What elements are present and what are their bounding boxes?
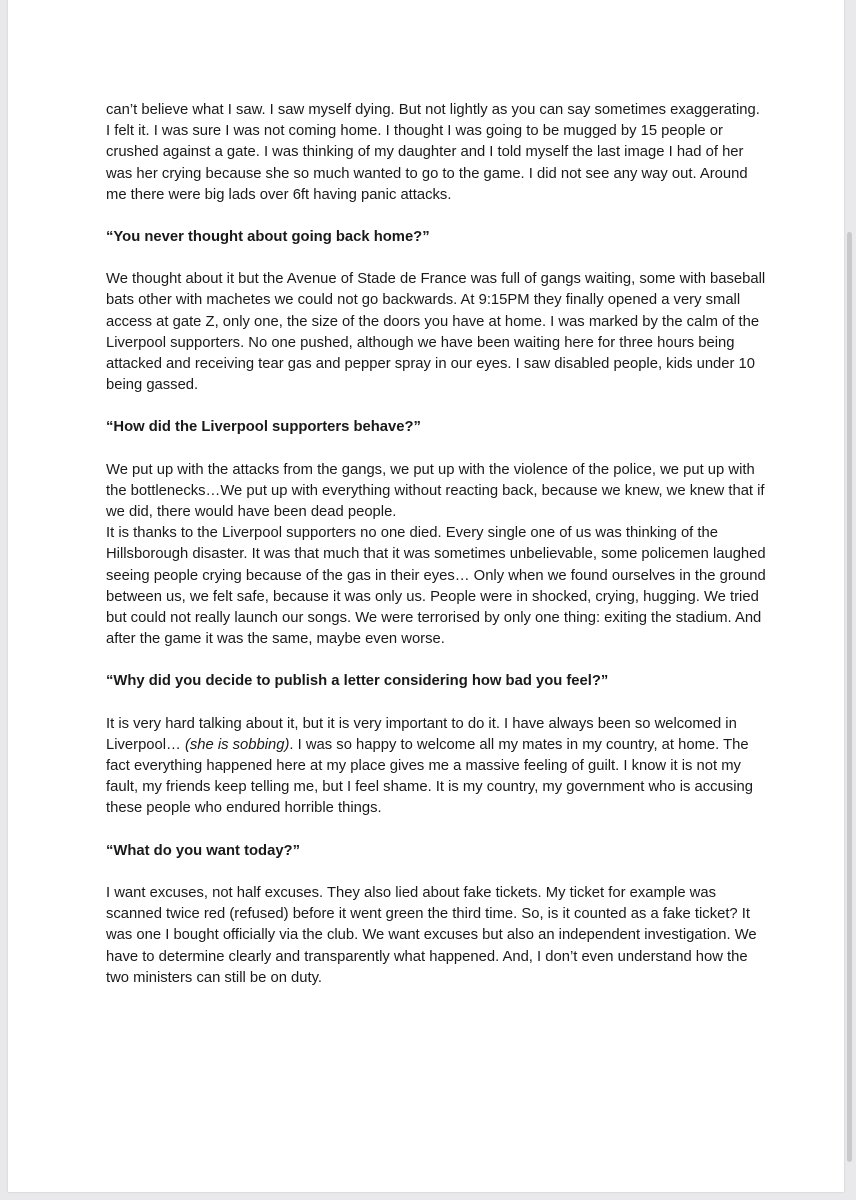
question-supporters-behave: “How did the Liverpool supporters behave?” (106, 419, 421, 436)
answer-publish-letter-text-1: It is very hard talking about it, but it is very important to do it. I have always been so welcomed in Liverpool… (106, 715, 737, 753)
answer-supporters-behave-part2: It is thanks to the Liverpool supporters no one died. Every single one of us was thinking of the Hillsborough disaster. It was that much that it was sometimes unbelievable, some policemen laughed seeing people crying because of the gas in their eyes… Only when we found ourselves in the ground between us, we felt safe, because it was only us. People were in shocked, crying, hugging. We tried but could not really launch our songs. We were terrorised by only one thing: exiting the stadium. And after the game it was the same, maybe even worse. (106, 525, 766, 648)
answer-publish-letter-italic: (she is sobbing) (184, 736, 290, 753)
paragraph-intro: can’t believe what I saw. I saw myself dying. But not lightly as you can say sometimes exaggerating. I felt it. I was sure I was not coming home. I thought I was going to be mugged by 15 people or crushed against a gate. I was thinking of my daughter and I told myself the last image I had of her was her crying because she so much wanted to go to the game. I did not see any way out. Around me there were big lads over 6ft having panic attacks. (106, 102, 760, 203)
answer-supporters-behave-part1: We put up with the attacks from the gangs, we put up with the violence of the police, we put up with the bottlenecks…We put up with everything without reacting back, because we knew, we knew that if we did, there would have been dead people. (106, 461, 765, 521)
answer-publish-letter-text-2: . I was so happy to welcome all my mates in my country, at home. The fact everything happened here at my place gives me a massive feeling of guilt. I know it is not my fault, my friends keep telling me, but I feel shame. It is my country, my government who is accusing these people who endured horrible things. (106, 736, 753, 817)
question-going-back-home: “You never thought about going back home?” (106, 229, 430, 246)
answer-going-back-home: We thought about it but the Avenue of Stade de France was full of gangs waiting, some with baseball bats other with machetes we could not go backwards. At 9:15PM they finally opened a very small access at gate Z, only one, the size of the doors you have at home. I was marked by the calm of the Liverpool supporters. No one pushed, although we have been waiting here for three hours being attacked and receiving tear gas and pepper spray in our eyes. I saw disabled people, kids under 10 being gassed. (106, 271, 766, 394)
document-body (106, 100, 766, 1010)
answer-want-today: I want excuses, not half excuses. They also lied about fake tickets. My ticket for example was scanned twice red (refused) before it went green the third time. So, is it counted as a fake ticket? It was one I bought officially via the club. We want excuses but also an independent investigation. We have to determine clearly and transparently what happened. And, I don’t even understand how the two ministers can still be on duty. (106, 884, 757, 986)
answer-publish-letter (106, 714, 766, 820)
vertical-scrollbar[interactable] (847, 232, 852, 1162)
document-page (8, 0, 844, 1192)
question-publish-letter: “Why did you decide to publish a letter considering how bad you feel?” (106, 673, 609, 690)
question-want-today: “What do you want today?” (106, 842, 300, 859)
